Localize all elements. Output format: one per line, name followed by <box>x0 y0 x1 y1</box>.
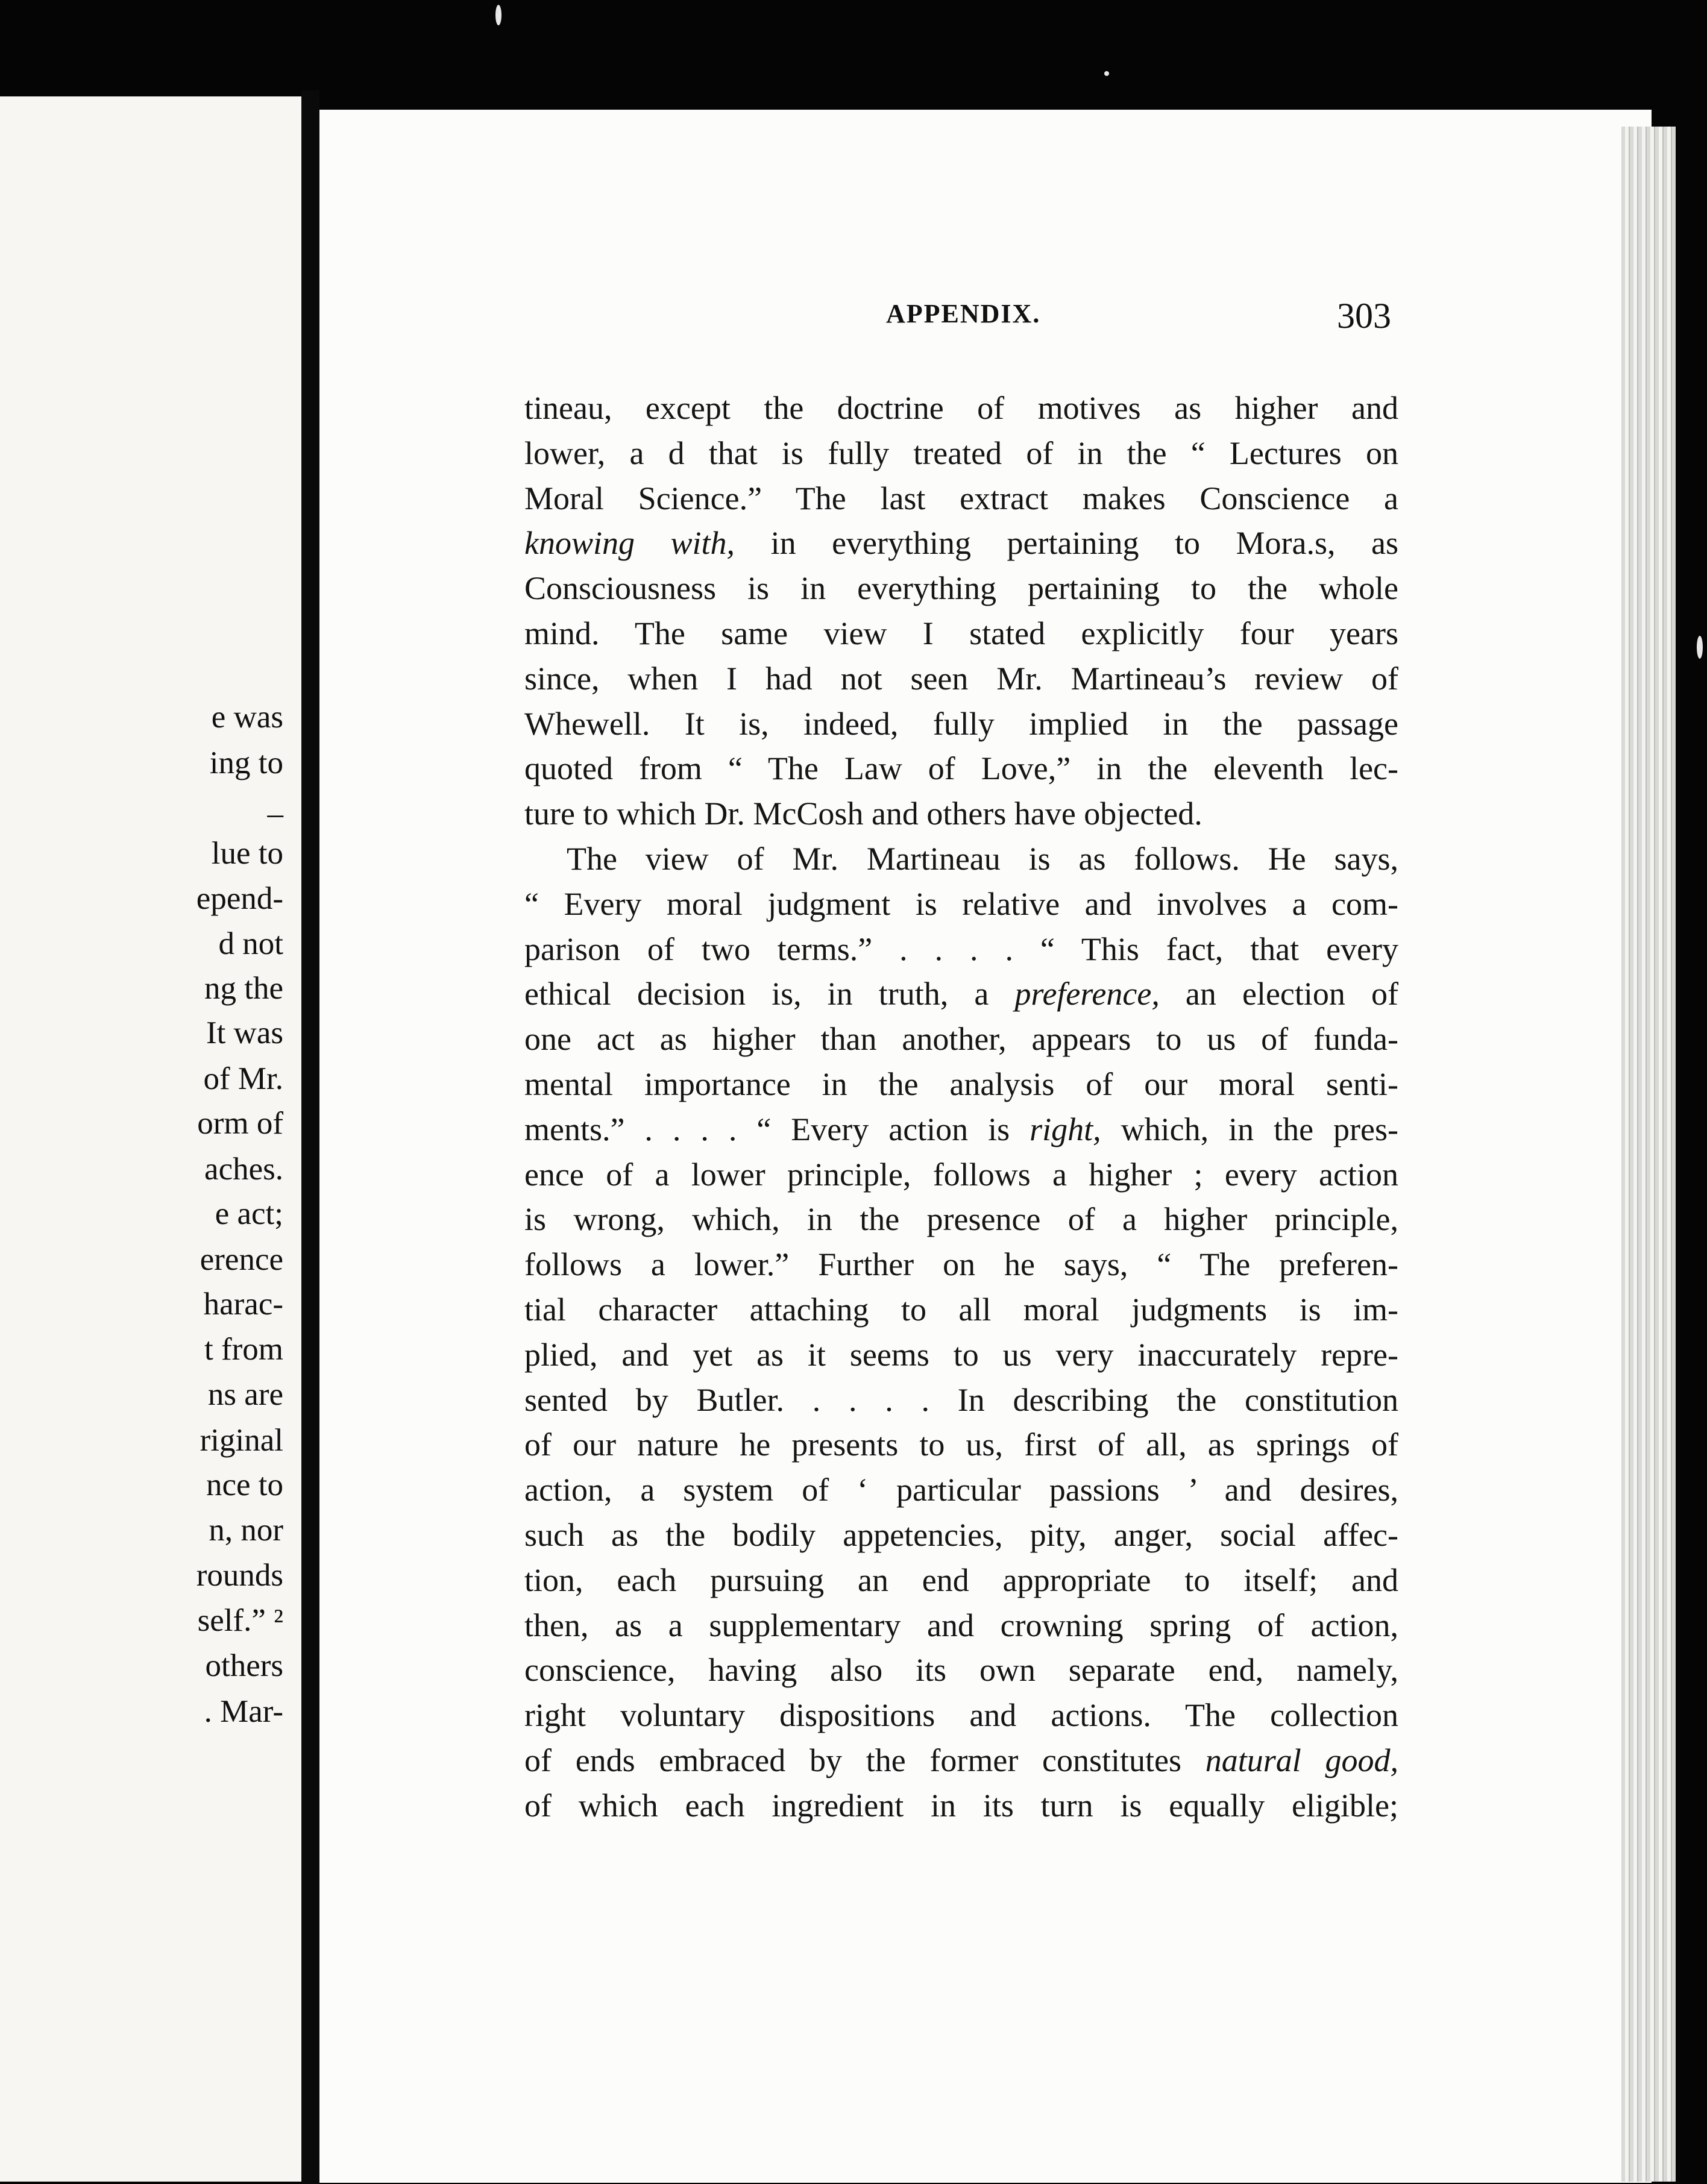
line-text: such as the bodily appetencies, pity, anger, social affec- <box>524 1516 1398 1553</box>
running-head: APPENDIX. <box>886 299 1041 328</box>
line-text: Whewell. It is, indeed, fully implied in the passage <box>524 705 1398 742</box>
italic-phrase: natural good, <box>1205 1742 1398 1778</box>
left-page-fragment: e was <box>211 700 283 735</box>
body-line <box>524 1107 1398 1152</box>
left-page-fragment: of Mr. <box>203 1061 283 1096</box>
line-text: tineau, except the doctrine of motives as higher and <box>524 390 1398 426</box>
italic-phrase: preference, <box>1014 976 1160 1012</box>
body-line <box>524 1693 1398 1738</box>
line-text: sented by Butler. . . . . In describing the constitution <box>524 1381 1398 1418</box>
dust-speck <box>1104 71 1109 76</box>
left-page-fragment: d not <box>218 926 283 961</box>
line-text: Consciousness is in everything pertaining to the whole <box>524 570 1398 607</box>
body-line <box>524 1558 1398 1603</box>
body-line <box>524 1738 1398 1783</box>
body-line <box>524 1062 1398 1107</box>
line-text: ethical decision is, in truth, a <box>524 976 1015 1012</box>
line-text: mind. The same view I stated explicitly four years <box>524 615 1398 651</box>
line-text: parison of two terms.” . . . . “ This fact, that every <box>524 930 1398 967</box>
page-edges <box>1621 127 1676 2182</box>
left-page-fragment: erence <box>200 1242 283 1277</box>
left-page-fragment: others <box>205 1648 283 1683</box>
line-text: then, as a supplementary and crowning spring of action, <box>524 1607 1398 1643</box>
body-text <box>524 386 1398 1828</box>
line-text: plied, and yet as it seems to us very inaccurately repre- <box>524 1336 1398 1373</box>
body-line <box>524 1422 1398 1467</box>
left-page-fragment: harac- <box>203 1287 283 1322</box>
italic-phrase: right, <box>1030 1111 1101 1147</box>
line-text: in everything pertaining to Mora.s, as <box>735 525 1398 562</box>
left-page-fragment: n, nor <box>209 1513 283 1548</box>
line-text: action, a system of ‘ particular passions ’ and desires, <box>524 1472 1398 1508</box>
line-text: tion, each pursuing an end appropriate to itself; and <box>524 1561 1398 1598</box>
line-text: Moral Science.” The last extract makes Conscience a <box>524 480 1398 516</box>
left-page-fragment: lue to <box>211 836 283 871</box>
line-text: of ends embraced by the former constitutes <box>524 1742 1206 1778</box>
left-page <box>0 96 301 2182</box>
body-line <box>524 656 1398 701</box>
body-line <box>524 1332 1398 1378</box>
body-line <box>524 927 1398 972</box>
line-text: quoted from “ The Law of Love,” in the eleventh lec- <box>524 750 1398 787</box>
left-page-fragment: epend- <box>196 881 283 916</box>
left-page-fragment: nce to <box>206 1467 283 1502</box>
left-page-fragment: . Mar- <box>204 1694 283 1729</box>
left-page-fragment: It was <box>206 1015 283 1050</box>
body-line <box>524 521 1398 566</box>
line-text: which, in the pres- <box>1101 1111 1398 1147</box>
left-page-fragment: aches. <box>204 1152 283 1187</box>
left-page-fragment: t from <box>204 1332 283 1367</box>
body-line <box>524 1467 1398 1513</box>
body-line <box>524 1197 1398 1242</box>
body-line <box>524 566 1398 611</box>
line-text: ence of a lower principle, follows a higher ; every action <box>524 1156 1398 1193</box>
left-page-fragment: e act; <box>215 1196 283 1231</box>
body-line <box>524 836 1398 882</box>
left-page-fragment: ng the <box>204 971 283 1006</box>
page-number: 303 <box>1337 296 1391 336</box>
line-text: an election of <box>1159 976 1398 1012</box>
line-text: ments.” . . . . “ Every action is <box>524 1111 1030 1147</box>
line-text: conscience, having also its own separate end, namely, <box>524 1652 1398 1689</box>
body-line <box>524 386 1398 431</box>
body-line <box>524 1242 1398 1287</box>
line-text: is wrong, which, in the presence of a higher principle, <box>524 1201 1398 1238</box>
body-line <box>524 971 1398 1017</box>
body-line <box>524 746 1398 791</box>
line-text: The view of Mr. Martineau is as follows. He says, <box>567 840 1398 877</box>
left-page-fragment: riginal <box>200 1423 283 1458</box>
line-text: lower, a d that is fully treated of in the “ Lectures on <box>524 435 1398 471</box>
left-page-fragment: orm of <box>197 1106 283 1141</box>
left-page-fragment: self.” ² <box>197 1603 283 1638</box>
dust-speck <box>1697 636 1703 659</box>
line-text: tial character attaching to all moral judgments is im- <box>524 1291 1398 1328</box>
line-text: of our nature he presents to us, first of all, as springs of <box>524 1426 1398 1463</box>
line-text: right voluntary dispositions and actions. The collection <box>524 1697 1398 1734</box>
body-line <box>524 1017 1398 1062</box>
left-page-fragment: ing to <box>209 745 283 780</box>
line-text: of which each ingredient in its turn is equally eligible; <box>524 1787 1398 1824</box>
body-line <box>524 431 1398 476</box>
body-line <box>524 1287 1398 1332</box>
left-page-fragment: ns are <box>207 1377 283 1412</box>
body-line <box>524 882 1398 927</box>
left-page-fragment: – <box>267 796 283 831</box>
line-text: mental importance in the analysis of our moral senti- <box>524 1065 1398 1102</box>
line-text: since, when I had not seen Mr. Martineau’s review of <box>524 660 1398 697</box>
left-page-fragment: rounds <box>196 1558 283 1593</box>
body-line <box>524 1513 1398 1558</box>
body-line <box>524 1648 1398 1693</box>
body-line <box>524 1378 1398 1423</box>
line-text: ture to which Dr. McCosh and others have objected. <box>524 795 1202 832</box>
body-line <box>524 701 1398 747</box>
dust-speck <box>495 5 501 25</box>
body-line <box>524 611 1398 656</box>
line-text: follows a lower.” Further on he says, “ The preferen- <box>524 1246 1398 1283</box>
body-line <box>524 1152 1398 1197</box>
line-text: “ Every moral judgment is relative and involves a com- <box>524 885 1398 922</box>
book-gutter <box>301 90 319 2184</box>
body-line <box>524 1603 1398 1648</box>
body-line <box>524 791 1398 836</box>
line-text: one act as higher than another, appears to us of funda- <box>524 1021 1398 1058</box>
body-line <box>524 476 1398 521</box>
body-line <box>524 1783 1398 1828</box>
italic-phrase: knowing with, <box>524 525 735 562</box>
